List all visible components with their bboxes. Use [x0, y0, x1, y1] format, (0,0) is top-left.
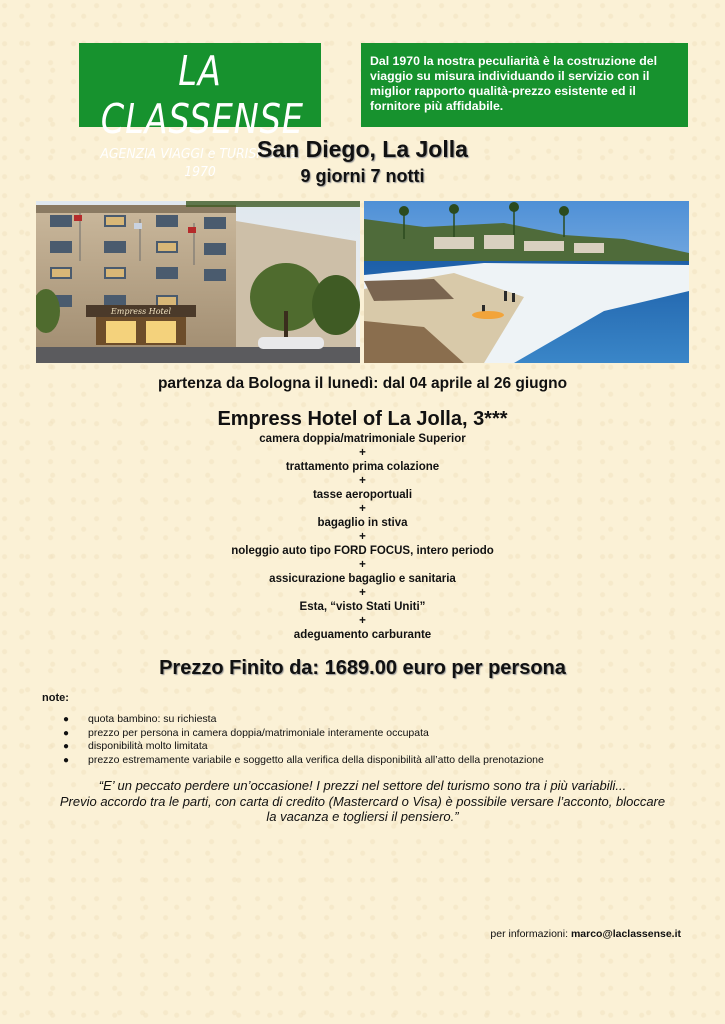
inclusion-item: bagaglio in stiva: [317, 517, 408, 529]
agency-tagline: Dal 1970 la nostra peculiarità è la costruzione del viaggio su misura individuando il servizio con il miglior rapporto qualità-prezzo esistente ed il fornitore più affidabile.: [361, 43, 688, 127]
logo-subtitle: AGENZIA VIAGGI e TURISMO dal 1970: [100, 146, 300, 180]
quote-line: “E’ un peccato perdere un’occasione! I prezzi nel settore del turismo sono tra i più variabili...: [98, 778, 627, 793]
inclusion-item: tasse aeroportuali: [312, 489, 413, 501]
inclusions-list: [0, 432, 725, 642]
note-item: [60, 754, 544, 768]
quote-line: Previo accordo tra le parti, con carta di credito (Mastercard o Visa) è possibile versare l’acconto, bloccare: [59, 793, 666, 809]
hotel-sign-text: Empress Hotel: [110, 307, 172, 316]
inclusion-item: adeguamento carburante: [293, 629, 432, 641]
separator: +: [359, 531, 366, 543]
bullet-icon: ●: [63, 754, 70, 766]
separator: +: [359, 475, 366, 487]
note-text: quota bambino: su richiesta: [88, 713, 217, 725]
page-title: San Diego, La Jolla: [257, 136, 468, 162]
separator: +: [359, 503, 366, 515]
notes-label: note:: [42, 692, 69, 704]
trip-duration: 9 giorni 7 notti: [300, 166, 425, 186]
bullet-icon: ●: [63, 741, 70, 752]
notes-list: [60, 713, 544, 767]
inclusion-item: Esta, “visto Stati Uniti”: [299, 601, 426, 613]
separator: +: [359, 615, 366, 627]
separator: +: [359, 447, 366, 459]
agency-logo: [79, 43, 321, 180]
note-item: [60, 713, 544, 727]
quote-line: la vacanza e togliersi il pensiero.”: [266, 809, 459, 824]
contact-label: per informazioni:: [490, 928, 569, 940]
note-text: disponibilità molto limitata: [88, 740, 208, 752]
contact-info: [490, 928, 681, 940]
separator: +: [359, 587, 366, 599]
hotel-photo: [36, 201, 360, 363]
inclusion-item: noleggio auto tipo FORD FOCUS, intero periodo: [231, 545, 494, 557]
note-item: [60, 727, 544, 741]
contact-email[interactable]: marco@laclassense.it: [570, 928, 681, 940]
beach-photo: [364, 201, 689, 363]
note-item: [60, 740, 544, 754]
bullet-icon: ●: [63, 714, 70, 725]
hotel-name: Empress Hotel of La Jolla, 3***: [217, 408, 508, 430]
inclusion-item: assicurazione bagaglio e sanitaria: [269, 573, 456, 585]
closing-quote: [0, 778, 725, 825]
inclusion-item: camera doppia/matrimoniale Superior: [259, 433, 466, 445]
note-text: prezzo per persona in camera doppia/matrimoniale interamente occupata: [88, 726, 429, 739]
inclusion-item: trattamento prima colazione: [285, 461, 440, 473]
bullet-icon: ●: [63, 727, 70, 739]
price-headline: Prezzo Finito da: 1689.00 euro per persona: [159, 657, 566, 679]
note-text: prezzo estremamente variabile e soggetto alla verifica della disponibilità all’atto della prenotazione: [88, 753, 544, 766]
departure-info: partenza da Bologna il lunedì: dal 04 aprile al 26 giugno: [157, 375, 568, 392]
logo-title: LA CLASSENSE: [100, 47, 304, 143]
separator: +: [359, 559, 366, 571]
